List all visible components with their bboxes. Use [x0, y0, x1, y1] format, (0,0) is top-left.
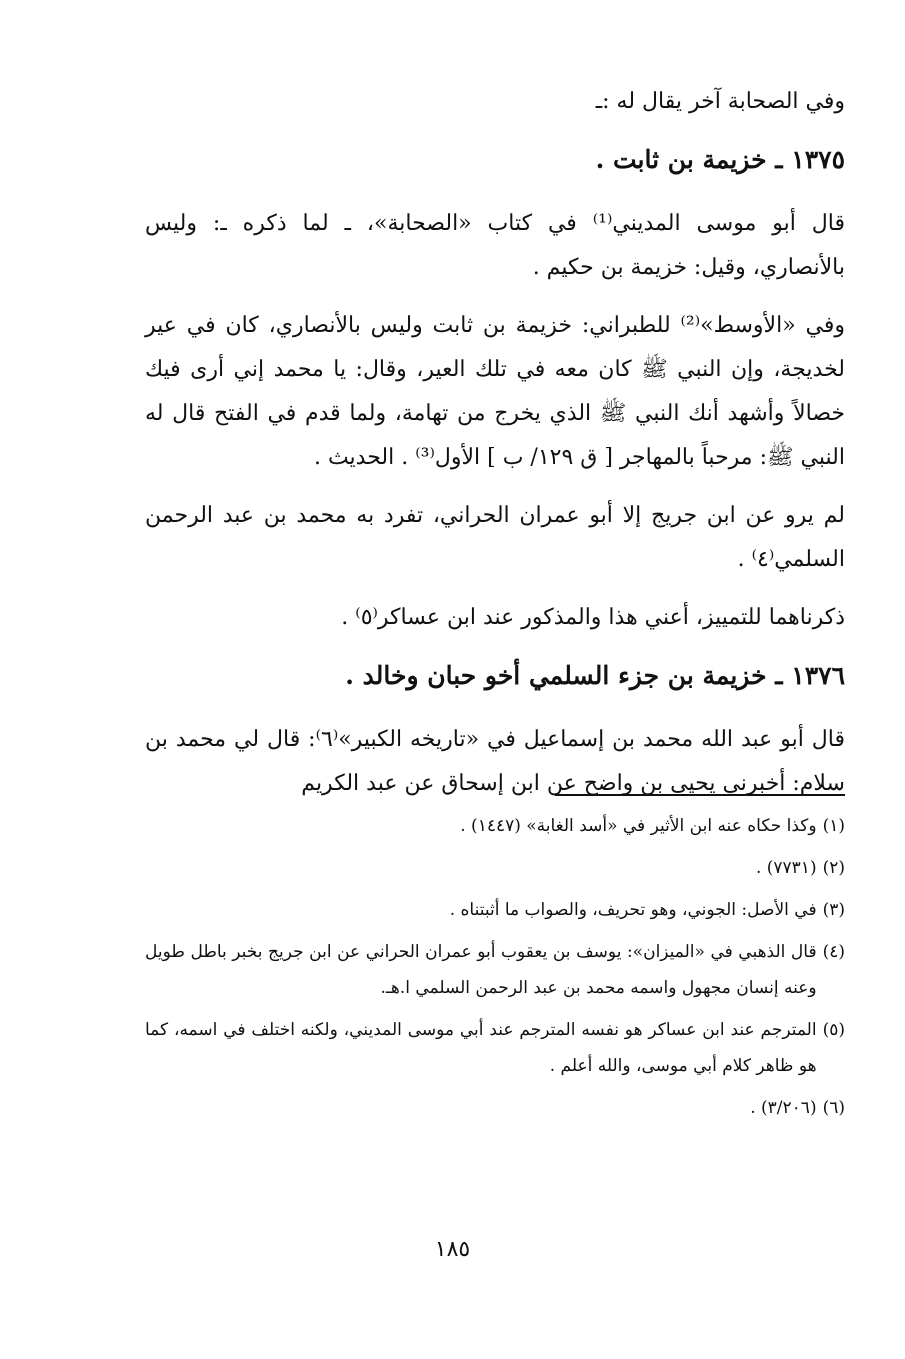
- footnote: [145, 934, 845, 1006]
- footnote-text: وكذا حكاه عنه ابن الأثير في «أسد الغابة» (١٤٤٧) .: [460, 816, 817, 836]
- paragraph-5: قال أبو عبد الله محمد بن إسماعيل في «تاريخه الكبير»⁽٦⁾: قال لي محمد بن سلام: أخبرني يحيى بن واضح عن ابن إسحاق عن عبد الكريم: [145, 727, 846, 796]
- footnote-divider: [555, 794, 845, 796]
- footnote: [145, 1012, 845, 1084]
- footnote-text: المترجم عند ابن عساكر هو نفسه المترجم عند أبي موسى المديني، ولكنه اختلف في اسمه، كما هو ظاهر كلام أبي موسى، والله أعلم .: [145, 1020, 817, 1076]
- footnote: [145, 892, 845, 928]
- intro-line: وفي الصحابة آخر يقال له :ـ: [595, 89, 845, 114]
- footnote-text: في الأصل: الجوني، وهو تحريف، والصواب ما أثبتناه .: [449, 900, 817, 920]
- paragraph-2: وفي «الأوسط»⁽²⁾ للطبراني: خزيمة بن ثابت وليس بالأنصاري، كان في عير لخديجة، وإن النبي ﷺ كان معه في تلك العير، وقال: يا محمد إني أرى فيك خصالاً وأشهد أنك النبي ﷺ الذي يخرج من تهامة، ولما قدم في الفتح قال له النبي ﷺ: مرحباً بالمهاجر [ ق ١٢٩/ ب ] الأول⁽³⁾ . الحديث .: [145, 313, 845, 470]
- footnote-text: (٣/٢٠٦) .: [750, 1098, 817, 1118]
- footnote-number: (٥): [822, 1020, 845, 1040]
- entry-heading-1376: ١٣٧٦ ـ خزيمة بن جزء السلمي أخو حبان وخالد .: [345, 661, 845, 690]
- footnote-number: (١): [822, 816, 845, 836]
- footnote-text: (٧٧٣١) .: [755, 858, 817, 878]
- footnotes: [145, 808, 845, 1132]
- paragraph-1: قال أبو موسى المديني⁽¹⁾ في كتاب «الصحابة»، ـ لما ذكره ـ: وليس بالأنصاري، وقيل: خزيمة بن حكيم .: [145, 211, 845, 280]
- footnote-number: (٣): [822, 900, 845, 920]
- entry-heading-1375: ١٣٧٥ ـ خزيمة بن ثابت .: [595, 145, 845, 174]
- paragraph-4: ذكرناهما للتمييز، أعني هذا والمذكور عند ابن عساكر⁽٥⁾ .: [341, 605, 845, 630]
- footnote-number: (٦): [822, 1098, 845, 1118]
- footnote: [145, 1090, 845, 1126]
- footnote-text: قال الذهبي في «الميزان»: يوسف بن يعقوب أبو عمران الحراني عن ابن جريج بخبر باطل طويل وعنه إنسان مجهول واسمه محمد بن عبد الرحمن السلمي ا.هـ.: [145, 942, 817, 998]
- footnote-number: (٢): [822, 858, 845, 878]
- page-number: ١٨٥: [434, 1237, 471, 1262]
- paragraph-3: لم يرو عن ابن جريج إلا أبو عمران الحراني، تفرد به محمد بن عبد الرحمن السلمي⁽٤⁾ .: [145, 503, 845, 572]
- main-text: [145, 80, 845, 820]
- footnote: [145, 808, 845, 844]
- footnote: [145, 850, 845, 886]
- footnote-number: (٤): [822, 942, 845, 962]
